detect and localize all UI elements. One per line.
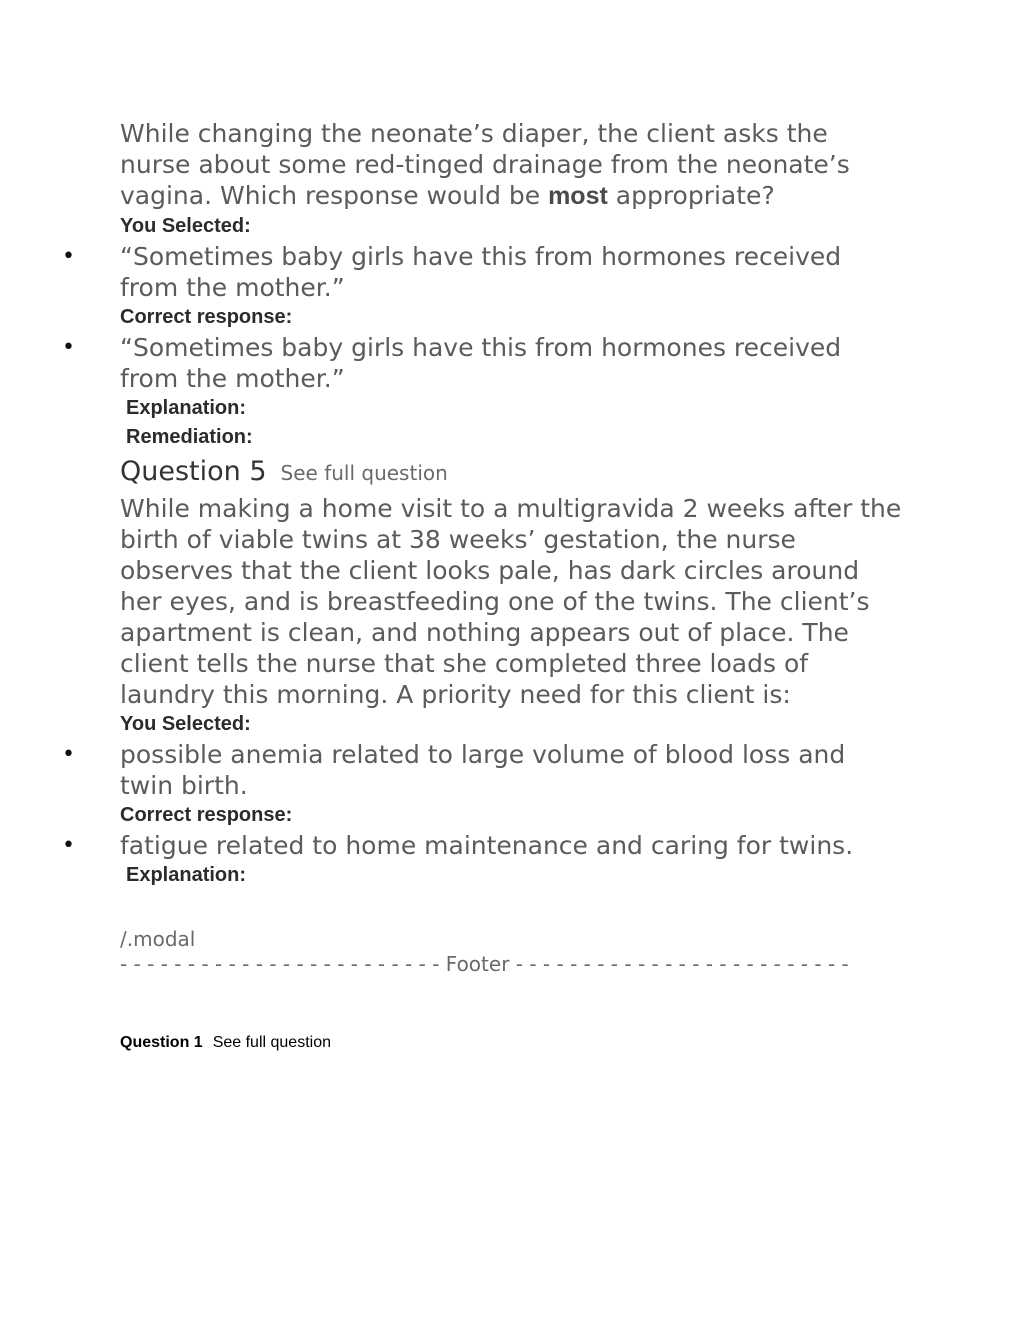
- bullet-icon: •: [62, 742, 75, 767]
- see-full-question-link[interactable]: See full question: [212, 1034, 331, 1051]
- correct-answer-text: “Sometimes baby girls have this from hormones received from the mother.”: [120, 333, 842, 393]
- question-5-title: Question 5: [120, 456, 267, 487]
- remediation-label: Remediation:: [126, 426, 253, 448]
- correct-answer: [62, 332, 905, 394]
- question-1-title: Question 1: [120, 1034, 203, 1051]
- question-1-heading: [120, 1030, 905, 1055]
- explanation-label: Explanation:: [126, 864, 247, 886]
- you-selected-label: You Selected:: [120, 713, 251, 735]
- correct-answer-text: fatigue related to home maintenance and caring for twins.: [120, 831, 854, 860]
- question-4-text: [120, 118, 905, 212]
- question-4-text-start: While changing the neonate’s diaper, the client asks the nurse about some red-tinged drainage from the neonate’s vagina. Which response would be: [120, 119, 850, 210]
- modal-comment-text: /.modal: [120, 927, 196, 951]
- selected-answer: [62, 739, 905, 801]
- correct-response-label: Correct response:: [120, 804, 293, 826]
- footer-comment-text: - - - - - - - - - - - - - - - - - - - - - - - - Footer - - - - - - - - - - - - - - - - - - - - - - - - -: [120, 952, 849, 976]
- bullet-icon: •: [62, 335, 75, 360]
- correct-answer: [62, 830, 905, 861]
- bullet-icon: •: [62, 833, 75, 858]
- selected-answer-text: possible anemia related to large volume of blood loss and twin birth.: [120, 740, 846, 800]
- question-5-text: While making a home visit to a multigravida 2 weeks after the birth of viable twins at 38 weeks’ gestation, the nurse observes that the client looks pale, has dark circles around her eyes, and is breastfeeding one of the twins. The client’s apartment is clean, and nothing appears out of place. The client tells the nurse that she completed three loads of laundry this morning. A priority need for this client is:: [120, 494, 902, 709]
- selected-answer: [62, 241, 905, 303]
- document-page: [62, 118, 905, 1055]
- see-full-question-link[interactable]: See full question: [280, 461, 448, 485]
- explanation-label: Explanation:: [126, 397, 247, 419]
- you-selected-label: You Selected:: [120, 215, 251, 237]
- question-4-text-end: appropriate?: [607, 181, 775, 210]
- bullet-icon: •: [62, 244, 75, 269]
- question-5-heading: [120, 454, 905, 493]
- question-4-emphasis: most: [548, 182, 608, 210]
- selected-answer-text: “Sometimes baby girls have this from hormones received from the mother.”: [120, 242, 842, 302]
- correct-response-label: Correct response:: [120, 306, 293, 328]
